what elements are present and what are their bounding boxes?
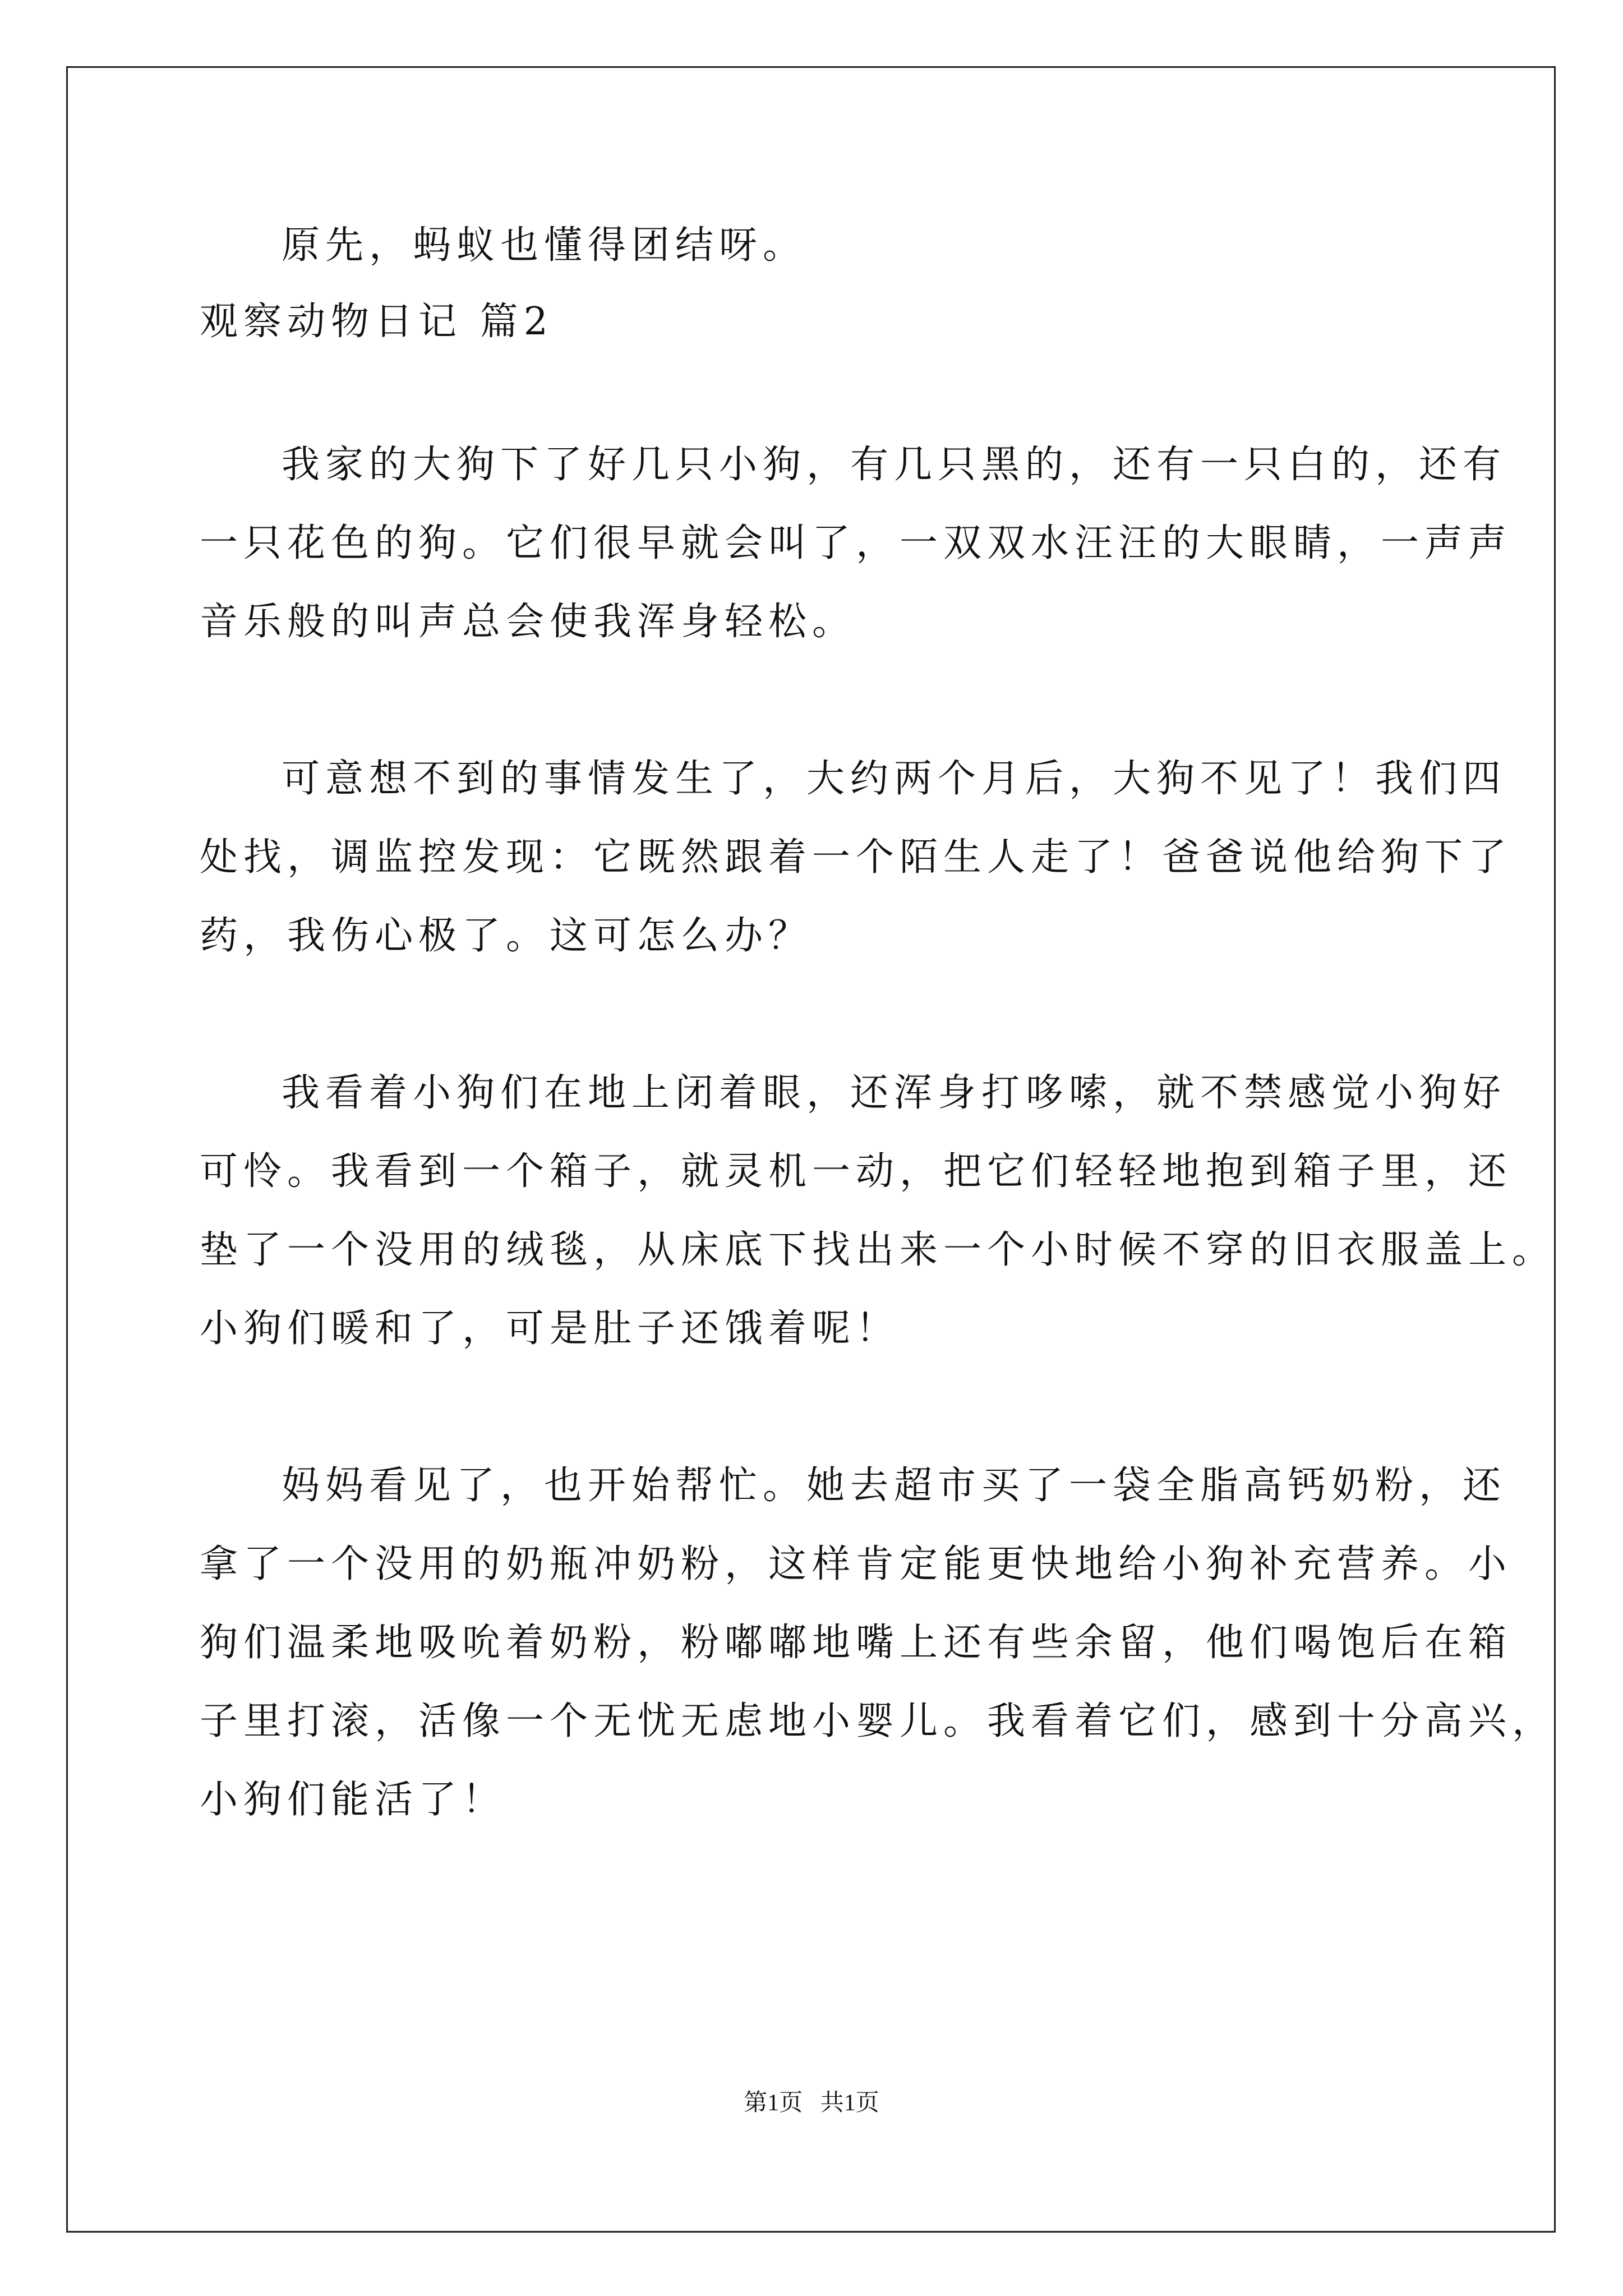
paragraph-line: 处找，调监控发现：它既然跟着一个陌生人走了！爸爸说他给狗下了	[200, 835, 1513, 880]
paragraph-line: 我看着小狗们在地上闭着眼，还浑身打哆嗦，就不禁感觉小狗好	[282, 1071, 1507, 1115]
paragraph-line: 小狗们能活了！	[200, 1778, 506, 1822]
paragraph-line: 我家的大狗下了好几只小狗，有几只黑的，还有一只白的，还有	[282, 443, 1507, 487]
paragraph-line: 药，我伤心极了。这可怎么办？	[200, 914, 813, 958]
paragraph-line: 垫了一个没用的绒毯，从床底下找出来一个小时候不穿的旧衣服盖上。	[200, 1228, 1556, 1272]
section-heading: 观察动物日记 篇2	[200, 300, 554, 344]
paragraph-line: 音乐般的叫声总会使我浑身轻松。	[200, 600, 856, 644]
paragraph-line: 可怜。我看到一个箱子，就灵机一动，把它们轻轻地抱到箱子里，还	[200, 1149, 1513, 1194]
paragraph-line: 小狗们暖和了，可是肚子还饿着呢！	[200, 1306, 900, 1351]
paragraph-line: 子里打滚，活像一个无忧无虑地小婴儿。我看着它们，感到十分高兴，	[200, 1699, 1556, 1743]
paragraph-line: 狗们温柔地吸吮着奶粉，粉嘟嘟地嘴上还有些余留，他们喝饱后在箱	[200, 1621, 1513, 1665]
page-footer: 第1页 共1页	[744, 2090, 879, 2116]
paragraph-line: 可意想不到的事情发生了，大约两个月后，大狗不见了！我们四	[282, 757, 1507, 801]
paragraph-line: 一只花色的狗。它们很早就会叫了，一双双水汪汪的大眼睛，一声声	[200, 521, 1513, 565]
paragraph-line: 拿了一个没用的奶瓶冲奶粉，这样肯定能更快地给小狗补充营养。小	[200, 1542, 1513, 1586]
paragraph-line: 妈妈看见了，也开始帮忙。她去超市买了一袋全脂高钙奶粉，还	[282, 1464, 1507, 1508]
paragraph-line: 原先，蚂蚁也懂得团结呀。	[282, 223, 807, 268]
